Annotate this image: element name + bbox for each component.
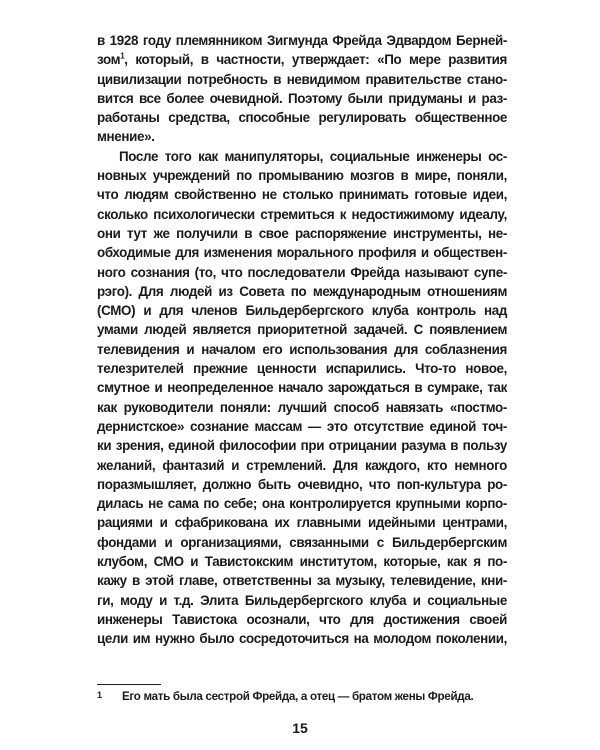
text-line: ги, моду и т.д. Элита Бильдербергского клуба и социальные — [97, 592, 507, 608]
text-line: сколько психологически стремиться к недостижимому идеалу, — [97, 206, 507, 222]
text-line: дилась не сама по себе; она контролируется крупными корпо- — [97, 496, 507, 512]
text-line: телезрителей прежние ценности испарились. Что-то новое, — [97, 361, 507, 377]
text-line: в 1928 году племянником Зигмунда Фрейда Эдвардом Берней- — [97, 33, 507, 48]
footnote-reference[interactable]: 1 — [120, 51, 125, 61]
text-line: вится все более очевидной. Поэтому были придуманы и раз- — [97, 90, 507, 106]
text-line: мнение». — [97, 129, 155, 145]
text-line: обходимые для изменения морального профиля и обществен- — [97, 245, 507, 261]
text-line: дернистское» сознание массам — это отсутствие единой точ- — [97, 418, 507, 434]
text-line: желаний, фантазий и стремлений. Для каждого, кто немного — [97, 457, 507, 473]
text-line: цели им нужно было сосредоточиться на молодом поколении, — [97, 631, 507, 647]
text-line — [97, 50, 507, 69]
text-line: поразмышляет, должно быть очевидно, что поп-культура ро- — [97, 476, 507, 492]
text-line: кажу в этой главе, ответственны за музыку, телевидение, кни- — [97, 573, 507, 589]
text-line: новных учреждений по промыванию мозгов в мире, поняли, — [97, 168, 507, 184]
text-line: фондами и организациями, связанными с Бильдербергским — [97, 534, 507, 550]
text-line: рациями и сфабрикована их главными идейными центрами, — [97, 515, 507, 531]
text-line: рэго). Для людей из Совета по международным отношениям — [97, 283, 507, 299]
footnote-text: Его мать была сестрой Фрейда, а отец — братом жены Фрейда. — [122, 690, 474, 703]
text-line: что людям свойственно не столько принимать готовые идеи, — [97, 187, 507, 203]
text-fragment: , который, в частности, утверждает: «По мере развития — [124, 52, 507, 68]
text-line: умами людей является приоритетной задачей. С появлением — [97, 322, 507, 338]
text-line: как руководители поняли: лучший способ навязать «постмо- — [97, 399, 507, 415]
text-line: цивилизации потребность в невидимом правительстве стано- — [97, 71, 507, 87]
text-line: После того как манипуляторы, социальные инженеры ос- — [119, 148, 507, 164]
footnote-number: 1 — [97, 690, 102, 700]
text-line — [97, 649, 507, 668]
footnote — [97, 690, 507, 703]
text-line: работаны средства, способные регулировать общественное — [97, 110, 507, 126]
text-line: телевидения и началом его использования для соблазнения — [97, 341, 507, 357]
text-line: ки зрения, единой философии при отрицании разума в пользу — [97, 438, 507, 454]
text-line: (СМО) и для членов Бильдербергского клуба контроль над — [97, 303, 507, 319]
text-line: клубом, СМО и Тавистокским институтом, которые, как я по- — [97, 554, 507, 570]
footnote-divider — [97, 684, 161, 685]
text-line: ного сознания (то, что последователи Фрейда называют супе- — [97, 264, 507, 280]
text-fragment: зом — [97, 52, 121, 68]
page-number: 15 — [292, 720, 308, 736]
text-line: они тут же получили в свое распоряжение инструменты, не- — [97, 225, 507, 241]
text-line: инженеры Тавистока осознали, что для достижения своей — [97, 611, 507, 627]
body-text — [97, 31, 507, 668]
text-line: смутное и неопределенное начало зарождаться в сумраке, так — [97, 380, 507, 396]
